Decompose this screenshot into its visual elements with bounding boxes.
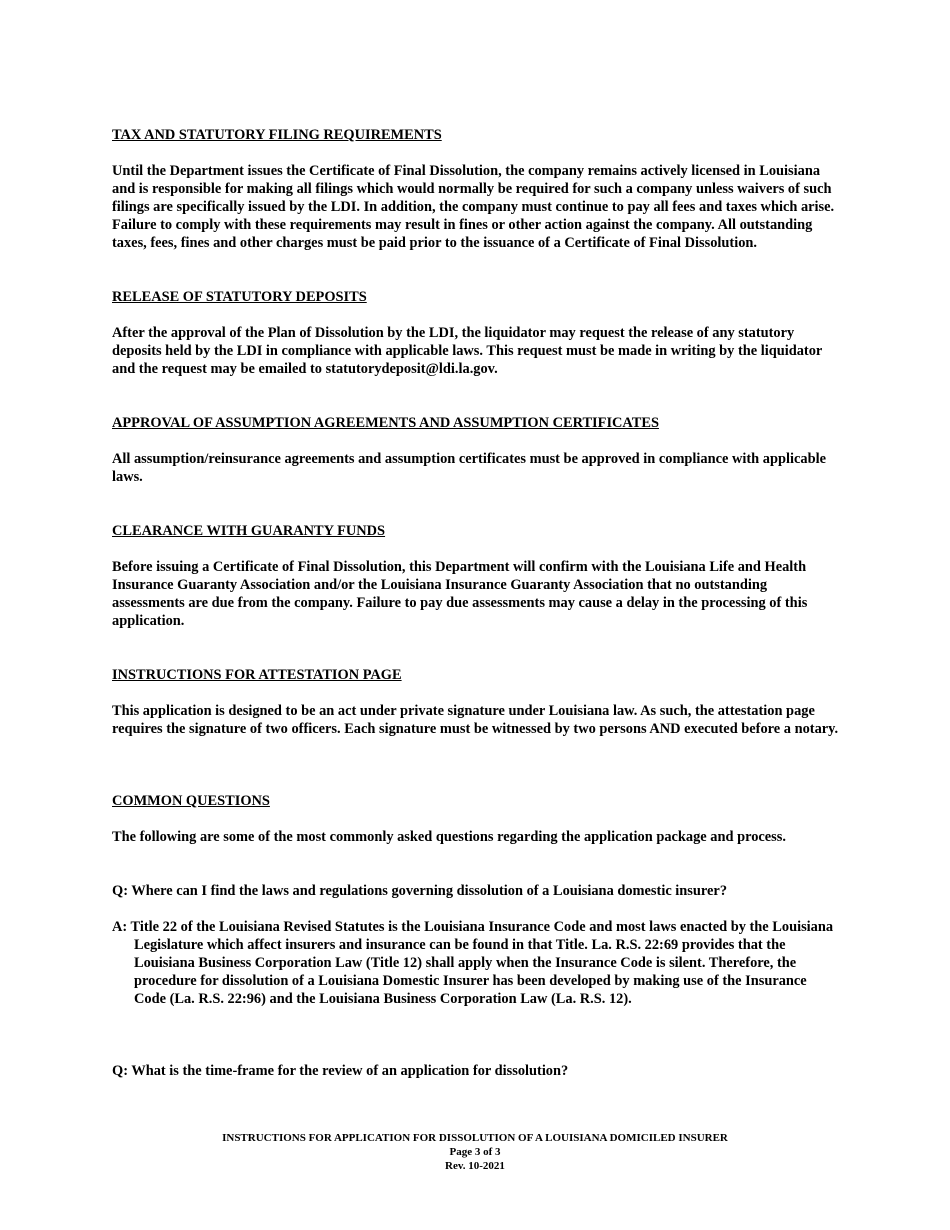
section-heading: CLEARANCE WITH GUARANTY FUNDS — [112, 523, 386, 539]
question-2: Q: What is the time-frame for the review of an application for dissolution? — [112, 1063, 569, 1079]
answer-1: A: Title 22 of the Louisiana Revised Statutes is the Louisiana Insurance Code and most laws enacted by the Louisiana Legislature which affect insurers and insurance can be found in that Title. La. R.S. 22:69 provides that the Louisiana Business Corporation Law (Title 12) shall apply when the Insurance Code is silent. Therefore, the procedure for dissolution of a Louisiana Domestic Insurer has been developed by making use of the Insurance Code (La. R.S. 22:96) and the Louisiana Business Corporation Law (La. R.S. 12). — [112, 919, 834, 1007]
section-heading: APPROVAL OF ASSUMPTION AGREEMENTS AND ASSUMPTION CERTIFICATES — [112, 415, 659, 431]
footer-revision: Rev. 10-2021 — [445, 1160, 505, 1172]
section-heading: INSTRUCTIONS FOR ATTESTATION PAGE — [112, 667, 402, 683]
section-body: Before issuing a Certificate of Final Dissolution, this Department will confirm with the Louisiana Life and Health Insurance Guaranty Association and/or the Louisiana Insurance Guaranty Association that no outstanding assessments are due from the company. Failure to pay due assessments may cause a delay in the processing of this application. — [112, 559, 808, 629]
question-1: Q: Where can I find the laws and regulations governing dissolution of a Louisiana domestic insurer? — [112, 883, 728, 899]
section-heading: TAX AND STATUTORY FILING REQUIREMENTS — [112, 127, 442, 143]
document-body — [112, 126, 842, 1080]
section-tax-filing — [112, 126, 842, 252]
section-assumption-agreements — [112, 414, 842, 486]
section-attestation-page — [112, 666, 842, 738]
section-body: All assumption/reinsurance agreements and assumption certificates must be approved in compliance with applicable laws. — [112, 451, 826, 485]
section-heading: RELEASE OF STATUTORY DEPOSITS — [112, 289, 367, 305]
section-common-questions — [112, 792, 842, 1080]
footer-title: INSTRUCTIONS FOR APPLICATION FOR DISSOLUTION OF A LOUISIANA DOMICILED INSURER — [222, 1132, 728, 1144]
section-heading: COMMON QUESTIONS — [112, 793, 270, 809]
section-body: After the approval of the Plan of Dissolution by the LDI, the liquidator may request the release of any statutory deposits held by the LDI in compliance with applicable laws. This request must be made in writing by the liquidator and the request may be emailed to statutorydeposit@ldi.la.gov. — [112, 325, 823, 377]
page-footer — [0, 1131, 950, 1173]
section-statutory-deposits — [112, 288, 842, 378]
questions-intro: The following are some of the most commonly asked questions regarding the application package and process. — [112, 829, 786, 845]
section-body: This application is designed to be an act under private signature under Louisiana law. As such, the attestation page requires the signature of two officers. Each signature must be witnessed by two persons AND executed before a notary. — [112, 703, 839, 737]
section-guaranty-funds — [112, 522, 842, 630]
footer-page-number: Page 3 of 3 — [449, 1146, 501, 1158]
section-body: Until the Department issues the Certificate of Final Dissolution, the company remains actively licensed in Louisiana and is responsible for making all filings which would normally be required for such a company unless waivers of such filings are specifically issued by the LDI. In addition, the company must continue to pay all fees and taxes which arise. Failure to comply with these requirements may result in fines or other action against the company. All outstanding taxes, fees, fines and other charges must be paid prior to the issuance of a Certificate of Final Dissolution. — [112, 163, 835, 251]
